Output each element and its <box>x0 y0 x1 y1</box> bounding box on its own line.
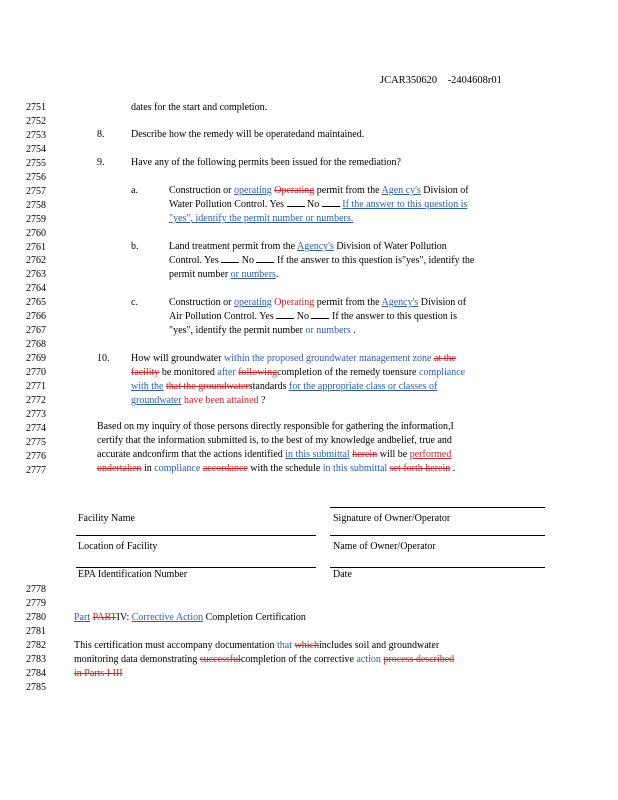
line-number: 2759 <box>26 213 46 225</box>
signature-label: Signature of Owner/Operator <box>333 513 451 524</box>
epa-id-label: EPA Identification Number <box>78 569 188 580</box>
item-a-line1: Construction or operating Operating permit from the Agen cy's Division of <box>169 185 469 196</box>
item-8-text: Describe how the remedy will be operatedand maintained. <box>131 129 365 140</box>
doc-rev: -2404608r01 <box>447 75 502 86</box>
line-number: 2781 <box>26 626 46 637</box>
item-a-line3: "yes", identify the permit number or numbers. <box>169 213 354 224</box>
line-number: 2752 <box>26 115 46 127</box>
line-2751: dates for the start and completion. <box>131 102 268 113</box>
line-number: 2773 <box>26 408 46 420</box>
date-line <box>330 567 545 568</box>
cert-line-2774: Based on my inquiry of those persons directly responsible for gathering the information,I <box>97 421 454 432</box>
line-number: 2754 <box>26 143 46 155</box>
name-line <box>330 535 545 536</box>
line-number: 2755 <box>26 157 46 169</box>
name-label: Name of Owner/Operator <box>333 541 436 552</box>
part-iv-line-2784: in Parts I III <box>74 668 123 679</box>
item-10-line4: groundwater have been attained ? <box>131 395 266 406</box>
line-number: 2778 <box>26 584 46 595</box>
line-number: 2780 <box>26 612 46 623</box>
line-number: 2775 <box>26 436 46 448</box>
line-number: 2763 <box>26 269 46 281</box>
item-c-line1: Construction or operating Operating permit from the Agency's Division of <box>169 297 467 308</box>
item-b-line1: Land treatment permit from the Agency's Division of Water Pollution <box>169 241 447 252</box>
item-b-line3: permit number or numbers. <box>169 269 279 280</box>
line-number: 2767 <box>26 325 46 337</box>
cert-line-2777: undertaken in compliance accordance with the schedule in this submittal set forth herein . <box>97 463 456 474</box>
item-9-number: 9. <box>97 157 105 168</box>
location-label: Location of Facility <box>78 541 158 552</box>
location-line <box>76 535 316 536</box>
line-number: 2772 <box>26 394 46 406</box>
item-8-number: 8. <box>97 129 105 140</box>
item-10-line1: How will groundwater within the proposed groundwater management zone at the <box>131 353 456 364</box>
line-number: 2751 <box>26 102 46 113</box>
line-number: 2753 <box>26 129 46 141</box>
facility-name-label: Facility Name <box>78 513 135 524</box>
line-number: 2758 <box>26 199 46 211</box>
item-c-letter: c. <box>131 297 138 308</box>
line-number: 2769 <box>26 353 46 365</box>
item-a-line2: Water Pollution Control. Yes No If the answer to this question is <box>169 199 468 210</box>
line-number: 2782 <box>26 640 46 651</box>
line-number: 2770 <box>26 367 46 379</box>
line-number: 2776 <box>26 450 46 462</box>
item-10-number: 10. <box>97 353 110 364</box>
item-b-line2: Control. Yes No If the answer to this question is"yes", identify the <box>169 255 475 266</box>
line-number: 2779 <box>26 598 46 609</box>
line-number: 2777 <box>26 464 46 476</box>
item-a-letter: a. <box>131 185 138 196</box>
line-number: 2783 <box>26 654 46 665</box>
line-number: 2784 <box>26 668 46 679</box>
part-iv-line-2782: This certification must accompany documentation that whichincludes soil and groundwater <box>74 640 440 651</box>
item-9-text: Have any of the following permits been issued for the remediation? <box>131 157 401 168</box>
item-b-letter: b. <box>131 241 139 252</box>
line-number: 2764 <box>26 283 46 295</box>
line-number: 2760 <box>26 227 46 239</box>
cert-line-2776: accurate andconfirm that the actions identified in this submittal herein will be performed <box>97 449 452 460</box>
part-iv-line-2783: monitoring data demonstrating successfulcompletion of the corrective action process described <box>74 654 455 665</box>
item-10-line3: with the that the groundwaterstandards for the appropriate class or classes of <box>131 381 438 392</box>
line-number: 2766 <box>26 311 46 323</box>
signature-line <box>330 507 545 508</box>
line-number: 2756 <box>26 171 46 183</box>
part-iv-title: Part PARTIV: Corrective Action Completion Certification <box>74 612 306 623</box>
line-number: 2757 <box>26 185 46 197</box>
line-number: 2771 <box>26 381 46 392</box>
line-number: 2768 <box>26 339 46 351</box>
doc-id: JCAR350620 <box>380 75 438 86</box>
item-c-line3: "yes", identify the permit number or numbers . <box>169 325 356 336</box>
line-number: 2774 <box>26 422 46 434</box>
line-number: 2762 <box>26 255 46 267</box>
line-number: 2765 <box>26 297 46 309</box>
item-10-line2: facility be monitored after followingcompletion of the remedy toensure compliance <box>131 367 466 378</box>
item-c-line2: Air Pollution Control. Yes No If the answer to this question is <box>169 311 457 322</box>
line-number: 2785 <box>26 682 46 693</box>
document-header <box>380 75 502 86</box>
date-label: Date <box>333 569 352 580</box>
epa-id-line <box>76 567 316 568</box>
cert-line-2775: certify that the information submitted is, to the best of my knowledge andbelief, true and <box>97 435 452 446</box>
line-number: 2761 <box>26 241 46 253</box>
